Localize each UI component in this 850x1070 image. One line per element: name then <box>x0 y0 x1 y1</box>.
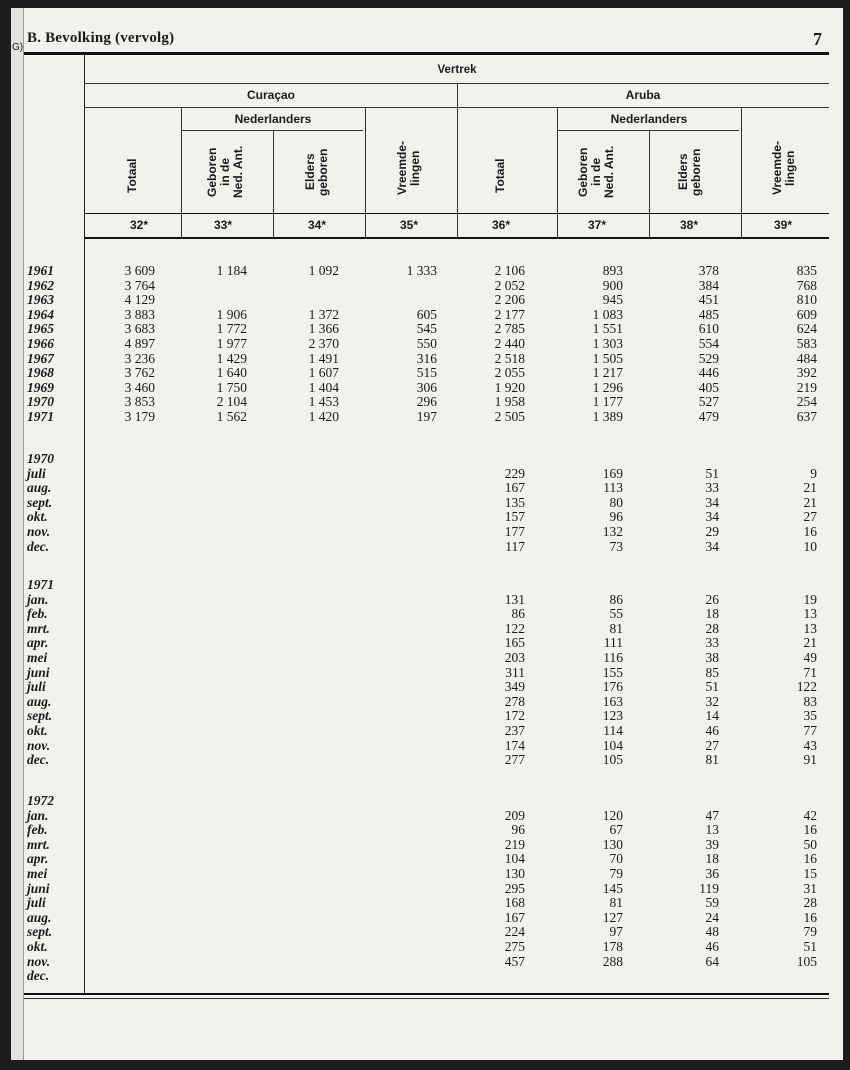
row-label: juli <box>27 679 46 695</box>
table-cell: 484 <box>796 350 817 366</box>
table-cell: 79 <box>609 866 623 881</box>
colnum-32: 32* <box>129 218 149 232</box>
top-rule <box>24 52 829 55</box>
table-cell: 81 <box>705 752 719 768</box>
table-cell: 893 <box>602 263 623 278</box>
table-cell: 86 <box>609 591 623 607</box>
colhead-39: Vreemde- lingen <box>770 140 797 196</box>
page-number: 7 <box>813 29 822 49</box>
table-cell: 1 372 <box>308 306 339 322</box>
table-cell: 1 958 <box>494 394 525 410</box>
table-cell: 203 <box>504 650 525 665</box>
row-label: 1968 <box>27 365 54 381</box>
table-cell: 42 <box>803 807 817 823</box>
heading-vertrek: Vertrek <box>437 64 477 76</box>
table-cell: 163 <box>602 693 623 709</box>
table-cell: 116 <box>603 650 623 665</box>
row-label: dec. <box>27 752 50 768</box>
table-cell: 1 083 <box>592 306 623 322</box>
table-cell: 122 <box>796 679 817 695</box>
colnum-36: 36* <box>491 218 511 232</box>
row-label: 1971 <box>27 409 54 424</box>
table-cell: 2 106 <box>494 263 525 278</box>
table-cell: 550 <box>416 336 437 351</box>
table-cell: 145 <box>602 880 623 896</box>
table-cell: 605 <box>416 306 437 322</box>
block-heading: 1971 <box>27 577 54 592</box>
table-cell: 197 <box>416 409 437 424</box>
colhead-32: Totaal <box>125 158 139 194</box>
row-label: nov. <box>27 737 51 753</box>
row-label: nov. <box>27 524 51 539</box>
table-cell: 2 370 <box>308 336 339 351</box>
table-cell: 1 303 <box>592 336 623 351</box>
table-cell: 1 906 <box>216 306 247 322</box>
heading-aruba: Aruba <box>625 88 661 102</box>
row-label: 1965 <box>27 321 54 337</box>
table-cell: 637 <box>796 409 817 424</box>
row-label: feb. <box>27 606 48 622</box>
table-cell: 1 607 <box>308 365 339 381</box>
row-label: aug. <box>27 480 52 496</box>
table-cell: 59 <box>705 895 719 911</box>
colhead-34: Elders geboren <box>303 148 330 196</box>
table-cell: 3 236 <box>124 350 155 366</box>
table-cell: 1 453 <box>308 394 339 410</box>
table-cell: 945 <box>602 292 623 308</box>
table-cell: 277 <box>504 752 525 768</box>
col-rule <box>273 130 274 239</box>
table-cell: 35 <box>803 708 817 724</box>
table-cell: 79 <box>803 924 817 940</box>
table-cell: 51 <box>705 679 719 695</box>
table-cell: 28 <box>705 620 719 636</box>
table-cell: 130 <box>602 836 623 852</box>
colhead-37: Geboren in de Ned. Ant. <box>576 145 616 199</box>
table-cell: 384 <box>698 277 719 293</box>
rule-ned-aruba <box>557 130 739 131</box>
table-cell: 451 <box>698 292 719 308</box>
table-cell: 2 518 <box>494 350 525 366</box>
previous-page-edge <box>11 8 24 1060</box>
colhead-38: Elders geboren <box>676 148 703 196</box>
table-cell: 64 <box>705 953 719 969</box>
table-cell: 13 <box>803 606 817 622</box>
table-cell: 122 <box>504 620 525 636</box>
row-label: dec. <box>27 968 50 984</box>
table-cell: 2 440 <box>494 336 525 351</box>
table-cell: 167 <box>504 909 525 925</box>
row-label: 1964 <box>27 306 54 322</box>
table-cell: 177 <box>504 524 525 539</box>
table-cell: 132 <box>602 524 623 539</box>
table-cell: 3 609 <box>124 263 155 278</box>
table-cell: 96 <box>609 509 623 525</box>
row-label: juni <box>27 880 50 896</box>
table-cell: 237 <box>504 723 525 738</box>
table-cell: 96 <box>511 822 525 838</box>
table-cell: 1 217 <box>592 365 623 381</box>
row-label: 1963 <box>27 292 54 308</box>
table-cell: 28 <box>803 895 817 911</box>
table-cell: 2 052 <box>494 277 525 293</box>
row-label: 1966 <box>27 336 54 351</box>
table-cell: 18 <box>705 851 719 867</box>
table-cell: 91 <box>803 752 817 768</box>
table-cell: 70 <box>609 851 623 867</box>
col-rule <box>649 130 650 239</box>
table-cell: 176 <box>602 679 623 695</box>
col-rule <box>181 107 182 239</box>
table-cell: 288 <box>602 953 623 969</box>
colnum-37: 37* <box>587 218 607 232</box>
table-cell: 1 420 <box>308 409 339 424</box>
block-heading: 1970 <box>27 451 54 466</box>
colnum-34: 34* <box>307 218 327 232</box>
row-label: jan. <box>27 591 49 607</box>
table-cell: 105 <box>796 953 817 969</box>
table-cell: 104 <box>602 737 623 753</box>
row-label: mei <box>27 650 48 665</box>
colnum-38: 38* <box>679 218 699 232</box>
table-cell: 378 <box>698 263 719 278</box>
table-cell: 2 104 <box>216 394 247 410</box>
margin-mark: G) <box>12 42 24 53</box>
table-cell: 2 785 <box>494 321 525 337</box>
table-cell: 278 <box>504 693 525 709</box>
table-cell: 29 <box>705 524 719 539</box>
table-cell: 34 <box>705 538 719 554</box>
table-cell: 1 640 <box>216 365 247 381</box>
bottom-rule-thin <box>24 998 829 999</box>
table-cell: 34 <box>705 509 719 525</box>
table-cell: 2 177 <box>494 306 525 322</box>
table-cell: 49 <box>803 650 817 665</box>
table-cell: 19 <box>803 591 817 607</box>
table-cell: 34 <box>705 494 719 510</box>
table-cell: 306 <box>416 379 437 395</box>
table-cell: 33 <box>705 480 719 496</box>
rule-curacao-aruba <box>457 83 458 239</box>
colnum-39: 39* <box>773 218 793 232</box>
table-cell: 9 <box>810 465 817 481</box>
stub-rule <box>84 55 85 995</box>
table-cell: 554 <box>698 336 719 351</box>
colnum-35: 35* <box>399 218 419 232</box>
table-cell: 624 <box>796 321 817 337</box>
table-cell: 311 <box>505 664 525 680</box>
table-cell: 31 <box>803 880 817 896</box>
table-cell: 1 333 <box>406 263 437 278</box>
colnum-33: 33* <box>213 218 233 232</box>
table-cell: 1 977 <box>216 336 247 351</box>
table-cell: 113 <box>603 480 623 496</box>
table-cell: 67 <box>609 822 623 838</box>
table-cell: 768 <box>796 277 817 293</box>
table-cell: 1 491 <box>308 350 339 366</box>
table-cell: 583 <box>796 336 817 351</box>
table-cell: 3 883 <box>124 306 155 322</box>
row-label: nov. <box>27 953 51 969</box>
table-cell: 155 <box>602 664 623 680</box>
table-cell: 485 <box>698 306 719 322</box>
table-cell: 80 <box>609 494 623 510</box>
table-cell: 1 184 <box>216 263 247 278</box>
table-cell: 10 <box>803 538 817 554</box>
row-label: juni <box>27 664 50 680</box>
table-cell: 1 366 <box>308 321 339 337</box>
table-cell: 16 <box>803 524 817 539</box>
table-cell: 21 <box>803 635 817 651</box>
table-cell: 295 <box>504 880 525 896</box>
table-cell: 14 <box>705 708 719 724</box>
row-label: mei <box>27 866 48 881</box>
colhead-35: Vreemde- lingen <box>395 140 422 196</box>
row-label: 1962 <box>27 277 54 293</box>
row-label: feb. <box>27 822 48 838</box>
table-cell: 16 <box>803 851 817 867</box>
heading-nederlanders-curacao: Nederlanders <box>234 112 312 126</box>
row-label: sept. <box>27 708 53 724</box>
colhead-33: Geboren in de Ned. Ant. <box>205 145 245 199</box>
table-cell: 1 404 <box>308 379 339 395</box>
table-cell: 1 920 <box>494 379 525 395</box>
table-cell: 55 <box>609 606 623 622</box>
heading-curacao: Curaçao <box>246 88 296 102</box>
row-label: okt. <box>27 939 48 954</box>
table-cell: 4 897 <box>124 336 155 351</box>
table-cell: 527 <box>698 394 719 410</box>
table-cell: 71 <box>803 664 817 680</box>
table-cell: 1 429 <box>216 350 247 366</box>
table-cell: 105 <box>602 752 623 768</box>
table-cell: 254 <box>796 394 817 410</box>
table-cell: 1 772 <box>216 321 247 337</box>
table-cell: 316 <box>416 350 437 366</box>
table-cell: 26 <box>705 591 719 607</box>
table-cell: 39 <box>705 836 719 852</box>
table-cell: 167 <box>504 480 525 496</box>
table-cell: 114 <box>603 723 623 738</box>
table-cell: 529 <box>698 350 719 366</box>
table-cell: 16 <box>803 909 817 925</box>
table-cell: 119 <box>699 880 719 896</box>
table-cell: 296 <box>416 394 437 410</box>
row-label: mrt. <box>27 620 50 636</box>
row-label: dec. <box>27 538 50 554</box>
table-cell: 21 <box>803 494 817 510</box>
row-label: juli <box>27 465 46 481</box>
table-cell: 27 <box>705 737 719 753</box>
table-cell: 130 <box>504 866 525 881</box>
row-label: okt. <box>27 509 48 525</box>
table-cell: 405 <box>698 379 719 395</box>
section-title: B. Bevolking (vervolg) <box>27 30 175 46</box>
table-cell: 127 <box>602 909 623 925</box>
row-label: okt. <box>27 723 48 738</box>
row-label: sept. <box>27 494 53 510</box>
table-cell: 457 <box>504 953 525 969</box>
table-cell: 479 <box>698 409 719 424</box>
table-cell: 219 <box>504 836 525 852</box>
table-cell: 81 <box>609 895 623 911</box>
table-cell: 77 <box>803 723 817 738</box>
table-cell: 83 <box>803 693 817 709</box>
row-label: mrt. <box>27 836 50 852</box>
table-cell: 835 <box>796 263 817 278</box>
table-cell: 123 <box>602 708 623 724</box>
table-cell: 46 <box>705 723 719 738</box>
table-cell: 349 <box>504 679 525 695</box>
table-cell: 43 <box>803 737 817 753</box>
table-cell: 178 <box>602 939 623 954</box>
table-cell: 85 <box>705 664 719 680</box>
table-cell: 392 <box>796 365 817 381</box>
table-cell: 13 <box>803 620 817 636</box>
row-label: aug. <box>27 693 52 709</box>
table-cell: 86 <box>511 606 525 622</box>
row-label: jan. <box>27 807 49 823</box>
table-cell: 24 <box>705 909 719 925</box>
table-cell: 3 683 <box>124 321 155 337</box>
row-label: apr. <box>27 851 49 867</box>
row-label: apr. <box>27 635 49 651</box>
table-cell: 810 <box>796 292 817 308</box>
table-cell: 275 <box>504 939 525 954</box>
table-cell: 36 <box>705 866 719 881</box>
table-cell: 446 <box>698 365 719 381</box>
table-cell: 1 296 <box>592 379 623 395</box>
table-cell: 174 <box>504 737 525 753</box>
table-cell: 51 <box>705 465 719 481</box>
table-cell: 1 389 <box>592 409 623 424</box>
table-cell: 13 <box>705 822 719 838</box>
table-cell: 545 <box>416 321 437 337</box>
heading-nederlanders-aruba: Nederlanders <box>610 112 688 126</box>
row-label: 1961 <box>27 263 54 278</box>
table-cell: 609 <box>796 306 817 322</box>
col-rule <box>557 107 558 239</box>
table-cell: 209 <box>504 807 525 823</box>
table-cell: 104 <box>504 851 525 867</box>
bottom-rule <box>24 993 829 995</box>
table-cell: 81 <box>609 620 623 636</box>
table-cell: 515 <box>416 365 437 381</box>
table-cell: 73 <box>609 538 623 554</box>
table-cell: 168 <box>504 895 525 911</box>
table-cell: 131 <box>504 591 525 607</box>
rule-ned-curacao <box>181 130 363 131</box>
table-cell: 1 092 <box>308 263 339 278</box>
row-label: sept. <box>27 924 53 940</box>
row-label: 1970 <box>27 394 54 410</box>
table-cell: 27 <box>803 509 817 525</box>
table-cell: 46 <box>705 939 719 954</box>
table-cell: 2 206 <box>494 292 525 308</box>
table-cell: 111 <box>603 635 623 651</box>
table-cell: 157 <box>504 509 525 525</box>
table-cell: 50 <box>803 836 817 852</box>
table-cell: 33 <box>705 635 719 651</box>
table-cell: 169 <box>602 465 623 481</box>
table-cell: 1 505 <box>592 350 623 366</box>
table-cell: 47 <box>705 807 719 823</box>
table-cell: 165 <box>504 635 525 651</box>
table-cell: 16 <box>803 822 817 838</box>
row-label: 1969 <box>27 379 54 395</box>
table-cell: 224 <box>504 924 525 940</box>
row-label: aug. <box>27 909 52 925</box>
table-cell: 3 853 <box>124 394 155 410</box>
table-cell: 3 179 <box>124 409 155 424</box>
table-cell: 1 551 <box>592 321 623 337</box>
table-cell: 32 <box>705 693 719 709</box>
table-cell: 38 <box>705 650 719 665</box>
table-cell: 48 <box>705 924 719 940</box>
table-cell: 18 <box>705 606 719 622</box>
table-cell: 2 055 <box>494 365 525 381</box>
table-cell: 2 505 <box>494 409 525 424</box>
table-cell: 229 <box>504 465 525 481</box>
table-cell: 15 <box>803 866 817 881</box>
table-cell: 135 <box>504 494 525 510</box>
row-label: 1967 <box>27 350 54 366</box>
table-cell: 610 <box>698 321 719 337</box>
table-cell: 1 750 <box>216 379 247 395</box>
table-cell: 3 764 <box>124 277 155 293</box>
block-heading: 1972 <box>27 793 54 808</box>
table-cell: 172 <box>504 708 525 724</box>
table-cell: 1 177 <box>592 394 623 410</box>
table-cell: 97 <box>609 924 623 940</box>
table-cell: 21 <box>803 480 817 496</box>
colhead-36: Totaal <box>493 158 507 194</box>
table-cell: 120 <box>602 807 623 823</box>
row-label: juli <box>27 895 46 911</box>
col-rule <box>741 107 742 239</box>
table-cell: 3 762 <box>124 365 155 381</box>
table-cell: 219 <box>796 379 817 395</box>
table-cell: 900 <box>602 277 623 293</box>
table-cell: 51 <box>803 939 817 954</box>
col-rule <box>365 107 366 239</box>
table-cell: 1 562 <box>216 409 247 424</box>
table-cell: 4 129 <box>124 292 155 308</box>
document-page <box>11 8 843 1060</box>
table-cell: 3 460 <box>124 379 155 395</box>
table-cell: 117 <box>505 538 525 554</box>
